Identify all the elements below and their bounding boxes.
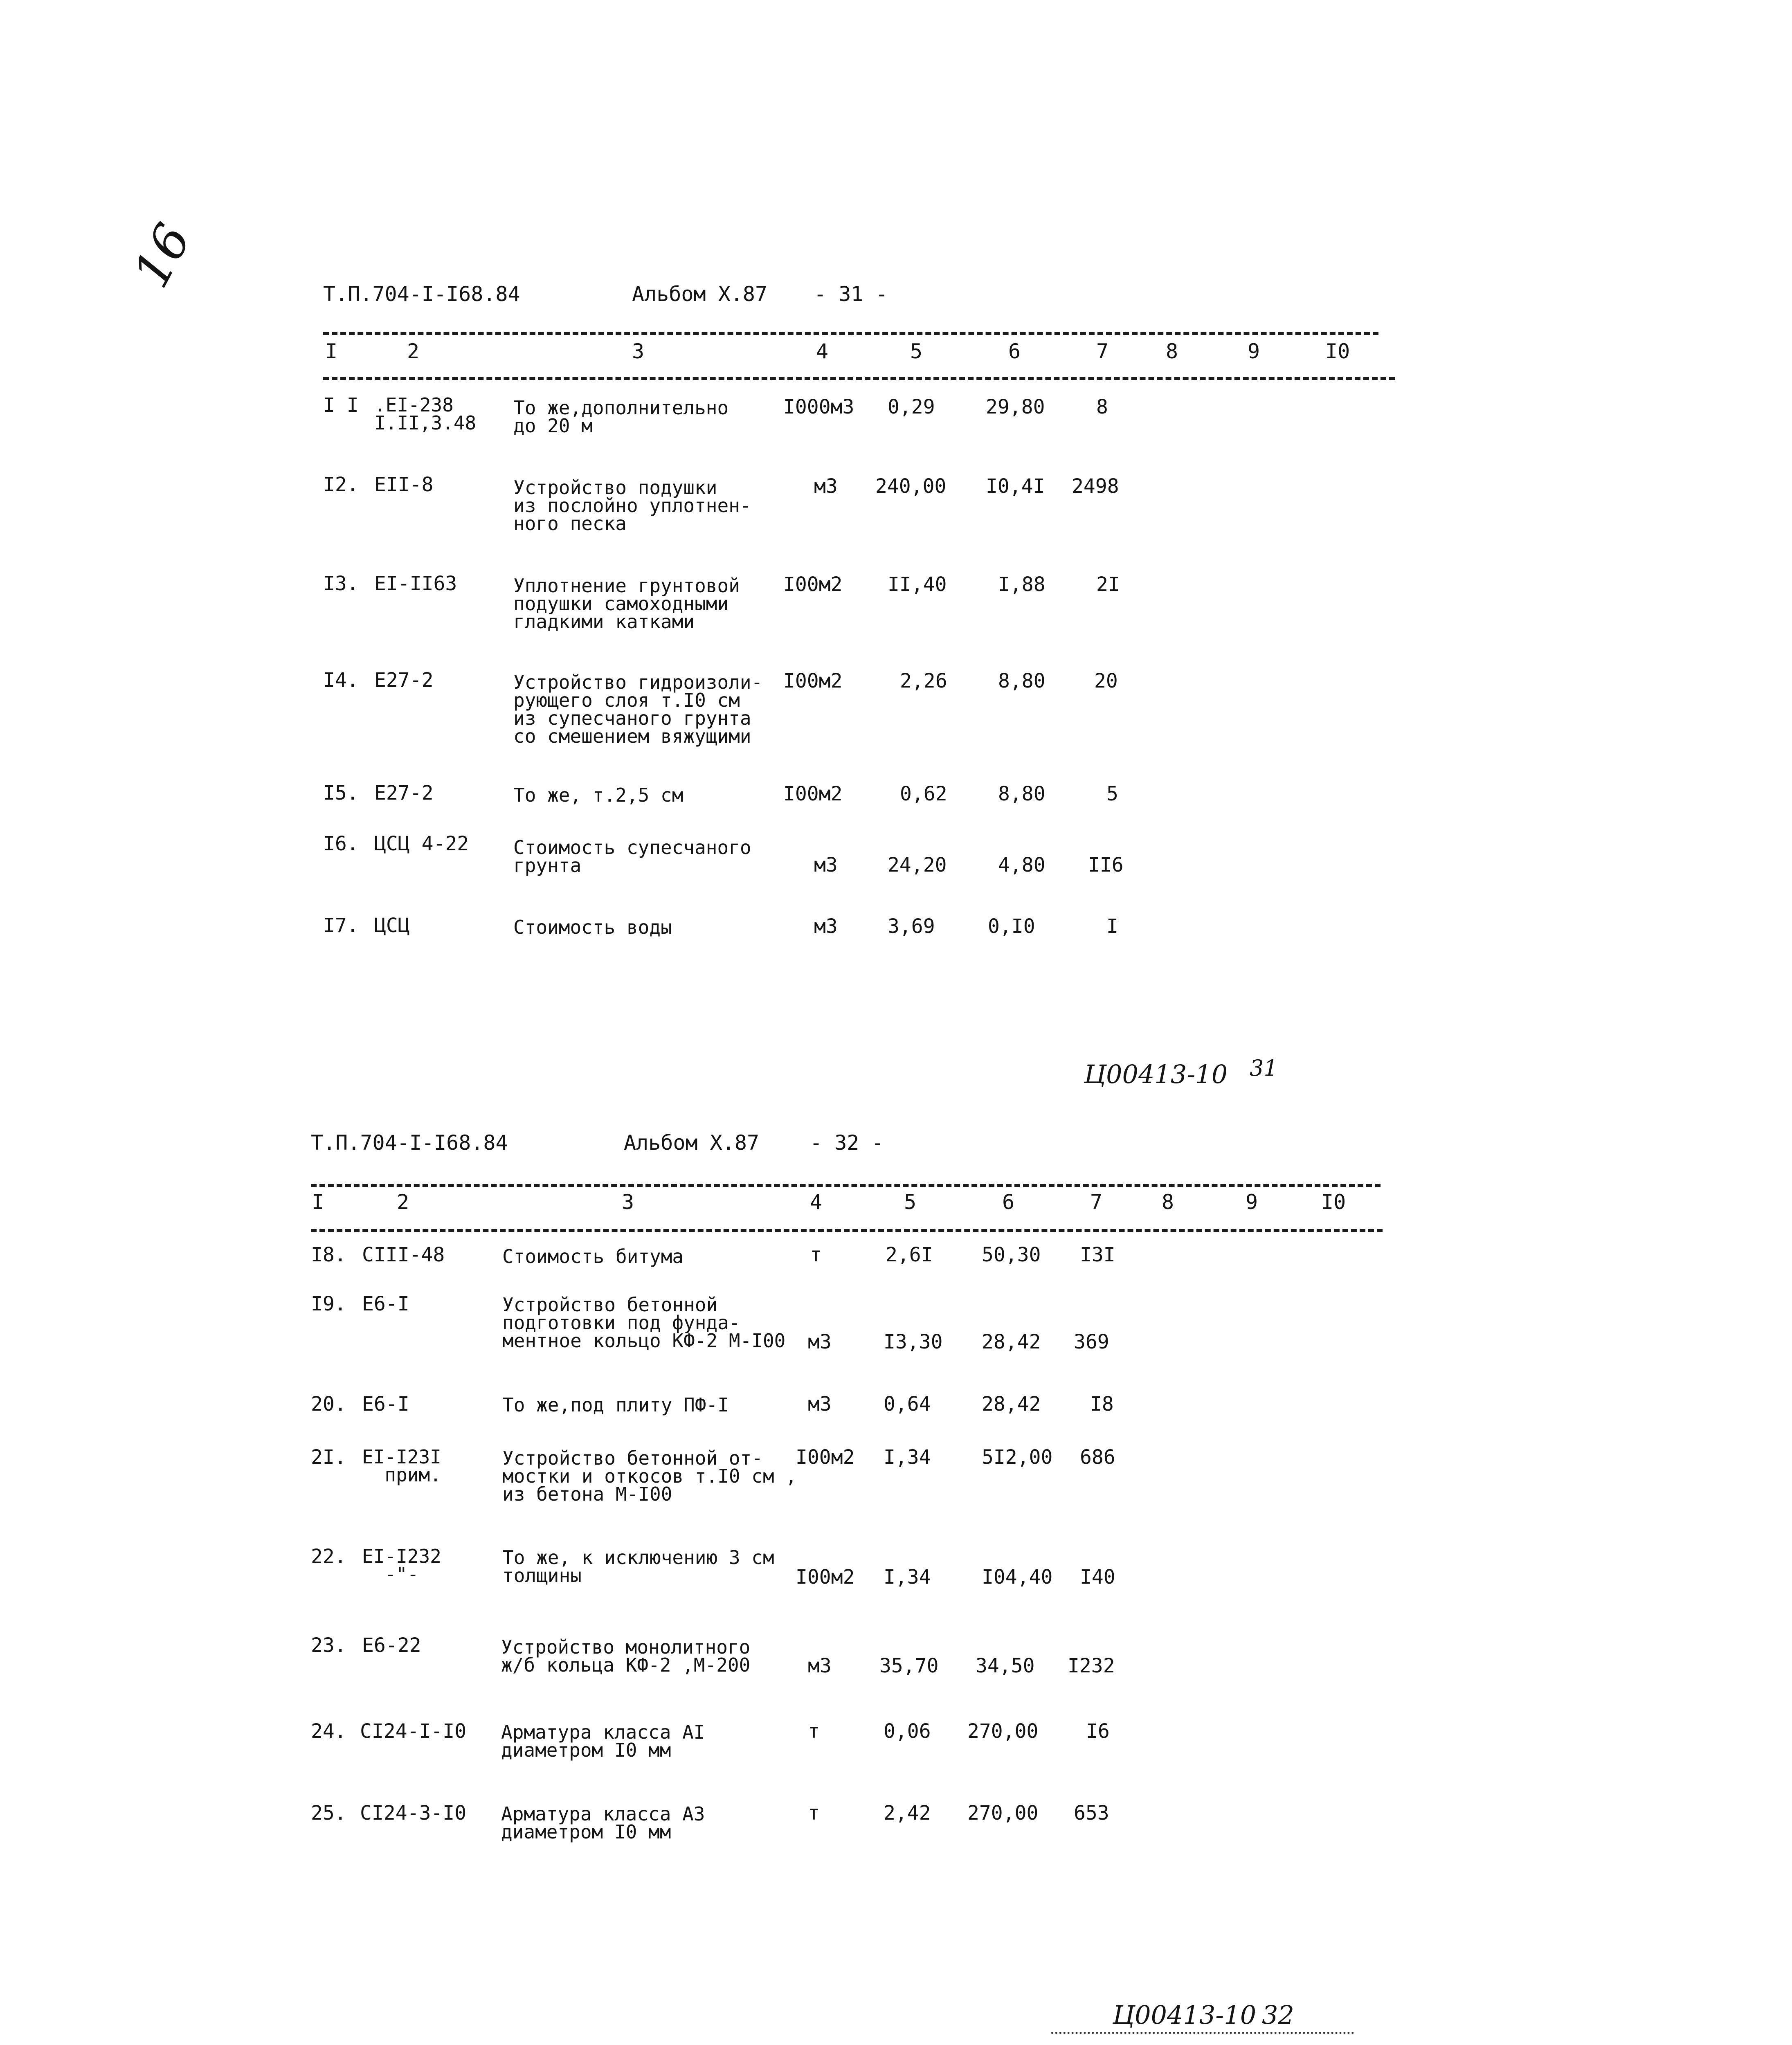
row-unit: т <box>808 1720 820 1743</box>
row-unit: м3 <box>814 854 838 876</box>
row-number: I8. <box>311 1243 346 1266</box>
row-quantity: 0,06 <box>884 1720 931 1743</box>
row-total: I <box>1106 915 1118 938</box>
row-number: 24. <box>311 1720 346 1743</box>
row-quantity: 0,29 <box>888 396 935 418</box>
row-total: I232 <box>1068 1654 1115 1677</box>
row-unit-price: 4,80 <box>998 854 1046 876</box>
row-quantity: II,40 <box>888 573 947 596</box>
row-total: II6 <box>1088 854 1124 876</box>
row-number: I3. <box>323 572 359 595</box>
row-total: 2498 <box>1072 475 1119 498</box>
row-description: То же, т.2,5 см <box>513 784 684 806</box>
col-header: 3 <box>622 1190 634 1214</box>
row-code: CIII-48 <box>362 1243 445 1266</box>
col-header: 4 <box>810 1190 823 1214</box>
doc-reference: Т.П.704-I-I68.84 <box>311 1131 508 1155</box>
row-quantity: 2,6I <box>886 1243 933 1266</box>
row-quantity: 0,62 <box>900 782 947 805</box>
album-label: Альбом X.87 <box>632 282 768 306</box>
row-quantity: 24,20 <box>888 854 947 876</box>
album-label: Альбом X.87 <box>624 1131 760 1155</box>
row-total: I3I <box>1080 1243 1115 1266</box>
row-total: I40 <box>1080 1566 1115 1589</box>
row-total: 653 <box>1074 1802 1109 1825</box>
row-number: I7. <box>323 914 359 937</box>
row-code: EI-II63 <box>374 572 457 595</box>
row-unit: м3 <box>808 1330 832 1353</box>
row-quantity: 0,64 <box>884 1393 931 1416</box>
col-header: 5 <box>910 339 923 363</box>
row-code: EII-8 <box>374 473 434 496</box>
col-header: 9 <box>1246 1190 1258 1214</box>
row-number: I I <box>323 394 359 417</box>
row-unit-price: 270,00 <box>967 1802 1039 1825</box>
table-top-rule <box>311 1184 1381 1187</box>
row-number: I6. <box>323 832 359 855</box>
row-unit: м3 <box>808 1393 832 1416</box>
row-total: 5 <box>1106 782 1118 805</box>
row-quantity: I,34 <box>884 1446 931 1469</box>
row-code: E6-I <box>362 1292 409 1315</box>
row-number: 2I. <box>311 1446 346 1469</box>
row-unit-price: 50,30 <box>982 1243 1041 1266</box>
col-header: 8 <box>1166 339 1178 363</box>
row-code: CI24-3-I0 <box>360 1802 467 1825</box>
row-total: 8 <box>1096 396 1108 418</box>
row-unit-price: 8,80 <box>998 782 1046 805</box>
row-code: E6-I <box>362 1393 409 1416</box>
col-header: 6 <box>1002 1190 1015 1214</box>
row-quantity: 3,69 <box>888 915 935 938</box>
handwritten-page-mark: 16 <box>123 215 202 297</box>
row-unit: м3 <box>814 915 838 938</box>
row-unit: I00м2 <box>783 573 843 596</box>
row-description: Уплотнение грунтовой подушки самоходными гладкими катками <box>513 575 740 633</box>
row-number: I5. <box>323 782 359 805</box>
row-code: E27-2 <box>374 669 434 692</box>
row-total: 369 <box>1074 1330 1109 1353</box>
col-header: 8 <box>1162 1190 1174 1214</box>
row-total: 20 <box>1094 670 1118 692</box>
row-description: Стоимость супесчаного грунта <box>513 836 751 876</box>
col-header: 5 <box>904 1190 917 1214</box>
row-description: Арматура класса A3 диаметром I0 мм <box>501 1803 705 1843</box>
table-header-rule <box>323 377 1395 380</box>
page-number: - 31 - <box>814 282 888 306</box>
row-number: I9. <box>311 1292 346 1315</box>
row-unit: I000м3 <box>783 396 854 418</box>
row-description: Стоимость воды <box>513 916 672 938</box>
row-unit-price: 8,80 <box>998 670 1046 692</box>
archive-stamp: Ц00413-10 <box>1113 2000 1257 2030</box>
archive-stamp: Ц00413-10 <box>1084 1059 1228 1089</box>
row-number: 25. <box>311 1802 346 1825</box>
row-description: Устройство бетонной подготовки под фунда- ментное кольцо КФ-2 М-I00 <box>502 1294 786 1352</box>
row-code: ЦСЦ <box>374 914 410 937</box>
col-header: 2 <box>407 339 420 363</box>
row-description: То же,дополнительно до 20 м <box>513 397 729 437</box>
row-unit: м3 <box>808 1654 832 1677</box>
row-unit-price: I0,4I <box>986 475 1045 498</box>
row-unit: м3 <box>814 475 838 498</box>
col-header: 4 <box>816 339 829 363</box>
page-number: - 32 - <box>810 1131 884 1155</box>
row-description: Устройство бетонной от- мостки и откосов т.I0 см , из бетона М-I00 <box>502 1447 797 1505</box>
row-number: I2. <box>323 473 359 496</box>
row-description: То же,под плиту ПФ-I <box>502 1394 729 1416</box>
row-quantity: 2,26 <box>900 670 947 692</box>
row-unit-price: 29,80 <box>986 396 1045 418</box>
row-unit-price: 270,00 <box>967 1720 1039 1743</box>
col-header: 2 <box>397 1190 409 1214</box>
row-unit-price: 5I2,00 <box>982 1446 1053 1469</box>
row-quantity: 2,42 <box>884 1802 931 1825</box>
row-unit: I00м2 <box>783 670 843 692</box>
row-description: Устройство подушки из послойно уплотнен- ного песка <box>513 476 751 535</box>
row-total: 2I <box>1096 573 1120 596</box>
col-header: 6 <box>1008 339 1021 363</box>
row-quantity: 35,70 <box>879 1654 939 1677</box>
row-code: EI-I232 -"- <box>362 1545 441 1585</box>
row-unit-price: 0,I0 <box>988 915 1035 938</box>
row-quantity: I3,30 <box>884 1330 943 1353</box>
row-unit: I00м2 <box>783 782 843 805</box>
row-description: Устройство монолитного ж/б кольца КФ-2 ,М-200 <box>501 1636 751 1676</box>
col-header: I0 <box>1325 339 1350 363</box>
doc-reference: Т.П.704-I-I68.84 <box>323 282 520 306</box>
table-top-rule <box>323 332 1378 335</box>
row-number: 22. <box>311 1545 346 1568</box>
col-header: 9 <box>1248 339 1260 363</box>
row-description: То же, к исключению 3 см толщины <box>502 1546 774 1587</box>
row-description: Стоимость битума <box>502 1245 684 1267</box>
row-total: 686 <box>1080 1446 1115 1469</box>
row-total: I6 <box>1086 1720 1110 1743</box>
archive-stamp-page: 31 <box>1250 1055 1278 1081</box>
row-unit-price: 28,42 <box>982 1393 1041 1416</box>
row-description: Арматура класса AI диаметром I0 мм <box>501 1721 705 1761</box>
row-unit: I00м2 <box>796 1446 855 1469</box>
row-code: ЦСЦ 4-22 <box>374 832 469 855</box>
col-header: I0 <box>1321 1190 1346 1214</box>
row-unit: т <box>810 1243 822 1266</box>
stamp-underline <box>1051 2032 1354 2034</box>
table-header-rule <box>311 1229 1383 1232</box>
row-code: E6-22 <box>362 1634 421 1657</box>
row-number: 20. <box>311 1393 346 1416</box>
row-unit: I00м2 <box>796 1566 855 1589</box>
row-total: I8 <box>1090 1393 1114 1416</box>
col-header: 3 <box>632 339 645 363</box>
row-quantity: 240,00 <box>875 475 947 498</box>
row-quantity: I,34 <box>884 1566 931 1589</box>
archive-stamp-page: 32 <box>1262 2000 1294 2030</box>
row-code: E27-2 <box>374 782 434 805</box>
row-unit-price: I04,40 <box>982 1566 1053 1589</box>
row-unit-price: 28,42 <box>982 1330 1041 1353</box>
row-description: Устройство гидроизоли- рующего слоя т.I0 см из супесчаного грунта со смешением вяжущими <box>513 671 763 747</box>
col-header: I <box>325 339 338 363</box>
col-header: 7 <box>1096 339 1109 363</box>
row-code: .EI-238 I.II,3.48 <box>374 394 477 434</box>
row-number: 23. <box>311 1634 346 1657</box>
row-unit: т <box>808 1802 820 1825</box>
row-code: EI-I23I прим. <box>362 1446 441 1486</box>
row-unit-price: 34,50 <box>976 1654 1035 1677</box>
row-unit-price: I,88 <box>998 573 1046 596</box>
col-header: I <box>312 1190 324 1214</box>
row-number: I4. <box>323 669 359 692</box>
col-header: 7 <box>1090 1190 1103 1214</box>
row-code: CI24-I-I0 <box>360 1720 467 1743</box>
